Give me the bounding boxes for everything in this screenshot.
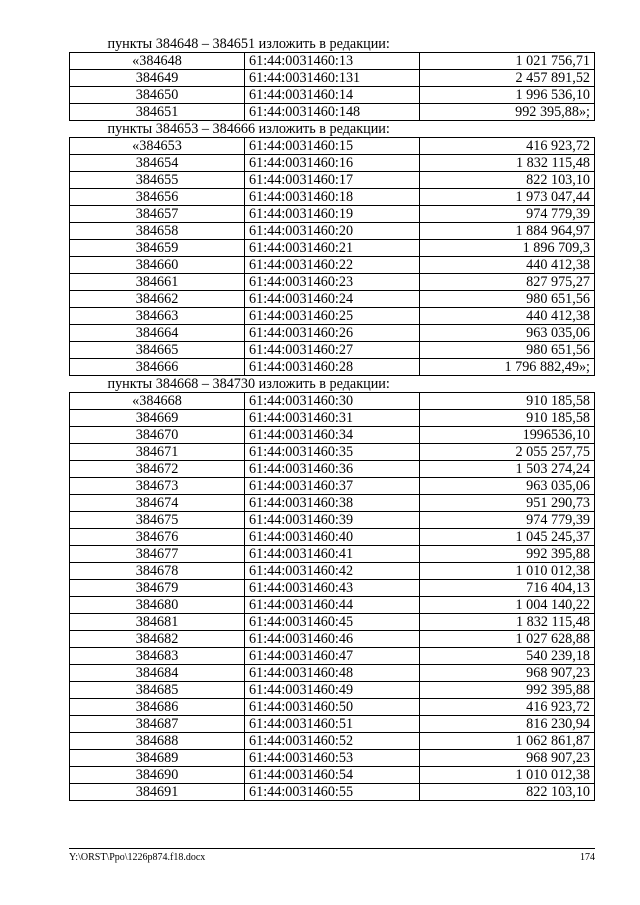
cadastral-value: 440 412,38 <box>420 257 595 274</box>
table-row <box>70 274 595 291</box>
table-row <box>70 308 595 325</box>
table-row <box>70 597 595 614</box>
table-row <box>70 784 595 801</box>
cadastral-value: 1 896 709,3 <box>420 240 595 257</box>
item-number: 384665 <box>70 342 245 359</box>
table-row <box>70 495 595 512</box>
cadastral-number: 61:44:0031460:55 <box>245 784 420 801</box>
item-number: 384687 <box>70 716 245 733</box>
item-number: 384670 <box>70 427 245 444</box>
table-row <box>70 359 595 376</box>
table-row <box>70 291 595 308</box>
cadastral-number: 61:44:0031460:50 <box>245 699 420 716</box>
item-number: 384678 <box>70 563 245 580</box>
cadastral-number: 61:44:0031460:16 <box>245 155 420 172</box>
table-row <box>70 240 595 257</box>
cadastral-number: 61:44:0031460:15 <box>245 138 420 155</box>
item-number: 384684 <box>70 665 245 682</box>
cadastral-number: 61:44:0031460:25 <box>245 308 420 325</box>
item-number: 384673 <box>70 478 245 495</box>
cadastral-value: 2 055 257,75 <box>420 444 595 461</box>
item-number: «384653 <box>70 138 245 155</box>
item-number: 384686 <box>70 699 245 716</box>
item-number: 384660 <box>70 257 245 274</box>
table-row <box>70 478 595 495</box>
table-row <box>70 70 595 87</box>
cadastral-value: 974 779,39 <box>420 206 595 223</box>
item-number: 384672 <box>70 461 245 478</box>
table-row <box>70 665 595 682</box>
item-number: 384691 <box>70 784 245 801</box>
cadastral-value: 2 457 891,52 <box>420 70 595 87</box>
cadastral-value: 910 185,58 <box>420 393 595 410</box>
cadastral-value: 1 010 012,38 <box>420 767 595 784</box>
cadastral-number: 61:44:0031460:41 <box>245 546 420 563</box>
cadastral-number: 61:44:0031460:51 <box>245 716 420 733</box>
table-row <box>70 104 595 121</box>
item-number: 384683 <box>70 648 245 665</box>
cadastral-number: 61:44:0031460:43 <box>245 580 420 597</box>
cadastral-number: 61:44:0031460:46 <box>245 631 420 648</box>
item-number: 384655 <box>70 172 245 189</box>
table-row <box>70 767 595 784</box>
item-number: 384680 <box>70 597 245 614</box>
table-row <box>70 546 595 563</box>
cadastral-value: 968 907,23 <box>420 750 595 767</box>
cadastral-number: 61:44:0031460:26 <box>245 325 420 342</box>
cadastral-value: 1 832 115,48 <box>420 155 595 172</box>
item-number: 384654 <box>70 155 245 172</box>
cadastral-value: 827 975,27 <box>420 274 595 291</box>
cadastral-value: 716 404,13 <box>420 580 595 597</box>
cadastral-value: 951 290,73 <box>420 495 595 512</box>
table-row <box>70 342 595 359</box>
cadastral-value: 1 062 861,87 <box>420 733 595 750</box>
item-number: 384664 <box>70 325 245 342</box>
item-number: 384675 <box>70 512 245 529</box>
cadastral-value: 1 004 140,22 <box>420 597 595 614</box>
cadastral-value: 1 884 964,97 <box>420 223 595 240</box>
table-row <box>70 682 595 699</box>
cadastral-value: 1 503 274,24 <box>420 461 595 478</box>
cadastral-number: 61:44:0031460:38 <box>245 495 420 512</box>
item-number: «384668 <box>70 393 245 410</box>
table-row <box>70 699 595 716</box>
table-row <box>70 716 595 733</box>
table-row <box>70 614 595 631</box>
item-number: 384671 <box>70 444 245 461</box>
table-row <box>70 563 595 580</box>
section-heading-row <box>70 376 595 393</box>
amendments-table-body <box>70 36 595 801</box>
cadastral-value: 968 907,23 <box>420 665 595 682</box>
cadastral-value: 822 103,10 <box>420 784 595 801</box>
cadastral-value: 1 010 012,38 <box>420 563 595 580</box>
cadastral-number: 61:44:0031460:54 <box>245 767 420 784</box>
cadastral-number: 61:44:0031460:44 <box>245 597 420 614</box>
cadastral-value: 816 230,94 <box>420 716 595 733</box>
table-row <box>70 529 595 546</box>
cadastral-value: 963 035,06 <box>420 478 595 495</box>
section-heading: пункты 384668 – 384730 изложить в редакции: <box>107 376 390 393</box>
cadastral-number: 61:44:0031460:14 <box>245 87 420 104</box>
item-number: «384648 <box>70 53 245 70</box>
table-row <box>70 138 595 155</box>
cadastral-number: 61:44:0031460:131 <box>245 70 420 87</box>
cadastral-number: 61:44:0031460:18 <box>245 189 420 206</box>
table-row <box>70 733 595 750</box>
cadastral-number: 61:44:0031460:48 <box>245 665 420 682</box>
cadastral-value: 822 103,10 <box>420 172 595 189</box>
cadastral-value: 1 021 756,71 <box>420 53 595 70</box>
item-number: 384649 <box>70 70 245 87</box>
table-row <box>70 87 595 104</box>
table-row <box>70 155 595 172</box>
cadastral-number: 61:44:0031460:36 <box>245 461 420 478</box>
section-heading: пункты 384648 – 384651 изложить в редакции: <box>107 36 390 53</box>
table-row <box>70 206 595 223</box>
table-row <box>70 648 595 665</box>
cadastral-number: 61:44:0031460:47 <box>245 648 420 665</box>
cadastral-value: 1 832 115,48 <box>420 614 595 631</box>
item-number: 384650 <box>70 87 245 104</box>
cadastral-number: 61:44:0031460:19 <box>245 206 420 223</box>
amendments-table <box>69 36 595 801</box>
cadastral-value: 910 185,58 <box>420 410 595 427</box>
item-number: 384690 <box>70 767 245 784</box>
item-number: 384677 <box>70 546 245 563</box>
item-number: 384666 <box>70 359 245 376</box>
cadastral-number: 61:44:0031460:24 <box>245 291 420 308</box>
cadastral-value: 992 395,88 <box>420 546 595 563</box>
item-number: 384685 <box>70 682 245 699</box>
item-number: 384661 <box>70 274 245 291</box>
cadastral-number: 61:44:0031460:37 <box>245 478 420 495</box>
cadastral-number: 61:44:0031460:30 <box>245 393 420 410</box>
cadastral-value: 1996536,10 <box>420 427 595 444</box>
item-number: 384674 <box>70 495 245 512</box>
item-number: 384663 <box>70 308 245 325</box>
item-number: 384651 <box>70 104 245 121</box>
cadastral-value: 416 923,72 <box>420 138 595 155</box>
item-number: 384659 <box>70 240 245 257</box>
footer-page-number: 174 <box>580 852 595 863</box>
item-number: 384658 <box>70 223 245 240</box>
cadastral-number: 61:44:0031460:34 <box>245 427 420 444</box>
cadastral-value: 992 395,88 <box>420 682 595 699</box>
document-page <box>69 36 595 801</box>
cadastral-number: 61:44:0031460:40 <box>245 529 420 546</box>
table-row <box>70 580 595 597</box>
section-heading-row <box>70 121 595 138</box>
table-row <box>70 325 595 342</box>
cadastral-number: 61:44:0031460:45 <box>245 614 420 631</box>
item-number: 384689 <box>70 750 245 767</box>
cadastral-number: 61:44:0031460:23 <box>245 274 420 291</box>
table-row <box>70 393 595 410</box>
table-row <box>70 223 595 240</box>
cadastral-value: 980 651,56 <box>420 342 595 359</box>
cadastral-number: 61:44:0031460:20 <box>245 223 420 240</box>
cadastral-number: 61:44:0031460:21 <box>245 240 420 257</box>
table-row <box>70 461 595 478</box>
item-number: 384679 <box>70 580 245 597</box>
cadastral-value: 980 651,56 <box>420 291 595 308</box>
table-row <box>70 172 595 189</box>
cadastral-number: 61:44:0031460:49 <box>245 682 420 699</box>
item-number: 384669 <box>70 410 245 427</box>
table-row <box>70 189 595 206</box>
section-heading-row <box>70 36 595 53</box>
cadastral-number: 61:44:0031460:17 <box>245 172 420 189</box>
table-row <box>70 410 595 427</box>
cadastral-number: 61:44:0031460:39 <box>245 512 420 529</box>
cadastral-value: 974 779,39 <box>420 512 595 529</box>
cadastral-number: 61:44:0031460:28 <box>245 359 420 376</box>
section-heading: пункты 384653 – 384666 изложить в редакции: <box>107 121 390 138</box>
cadastral-value: 1 996 536,10 <box>420 87 595 104</box>
cadastral-number: 61:44:0031460:53 <box>245 750 420 767</box>
cadastral-number: 61:44:0031460:22 <box>245 257 420 274</box>
cadastral-value: 1 045 245,37 <box>420 529 595 546</box>
table-row <box>70 750 595 767</box>
cadastral-number: 61:44:0031460:52 <box>245 733 420 750</box>
item-number: 384681 <box>70 614 245 631</box>
cadastral-value: 416 923,72 <box>420 699 595 716</box>
footer-file-path: Y:\ORST\Ppo\1226p874.f18.docx <box>69 852 206 863</box>
item-number: 384688 <box>70 733 245 750</box>
table-row <box>70 444 595 461</box>
table-row <box>70 53 595 70</box>
item-number: 384662 <box>70 291 245 308</box>
cadastral-number: 61:44:0031460:13 <box>245 53 420 70</box>
item-number: 384656 <box>70 189 245 206</box>
cadastral-number: 61:44:0031460:35 <box>245 444 420 461</box>
cadastral-value: 992 395,88»; <box>420 104 595 121</box>
table-row <box>70 257 595 274</box>
table-row <box>70 512 595 529</box>
table-row <box>70 427 595 444</box>
cadastral-value: 1 973 047,44 <box>420 189 595 206</box>
cadastral-number: 61:44:0031460:31 <box>245 410 420 427</box>
cadastral-value: 440 412,38 <box>420 308 595 325</box>
cadastral-value: 1 027 628,88 <box>420 631 595 648</box>
cadastral-number: 61:44:0031460:42 <box>245 563 420 580</box>
cadastral-value: 540 239,18 <box>420 648 595 665</box>
item-number: 384657 <box>70 206 245 223</box>
page-footer <box>69 848 595 863</box>
table-row <box>70 631 595 648</box>
cadastral-number: 61:44:0031460:148 <box>245 104 420 121</box>
item-number: 384676 <box>70 529 245 546</box>
cadastral-value: 963 035,06 <box>420 325 595 342</box>
cadastral-number: 61:44:0031460:27 <box>245 342 420 359</box>
item-number: 384682 <box>70 631 245 648</box>
cadastral-value: 1 796 882,49»; <box>420 359 595 376</box>
